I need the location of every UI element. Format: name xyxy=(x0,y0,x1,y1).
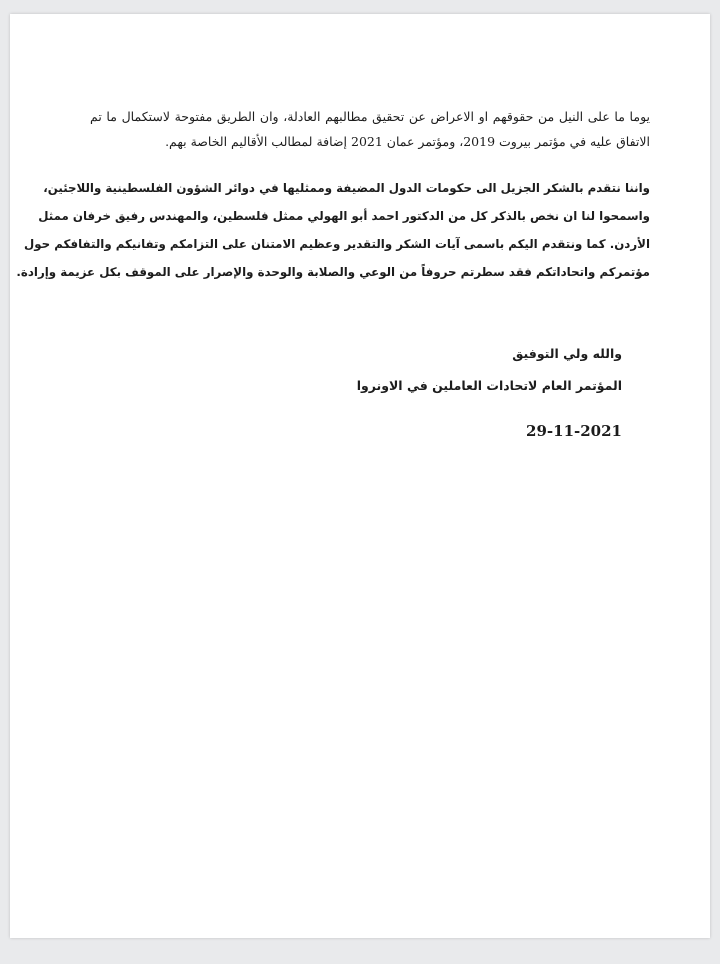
paragraph-1-line: الاتفاق عليه في مؤتمر بيروت 2019، ومؤتمر عمان 2021 إضافة لمطالب الأقاليم الخاصة بهم. xyxy=(165,134,650,149)
paragraph-2-line: واسمحوا لنا ان نخص بالذكر كل من الدكتور احمد أبو الهولي ممثل فلسطين، والمهندس رفيق خرفان ممثل xyxy=(38,209,650,223)
paragraph-2 xyxy=(16,174,650,286)
paragraph-2-line: الأردن. كما ونتقدم اليكم باسمى آيات الشكر والتقدير وعظيم الامتنان على التزامكم وتفانيكم والتفافكم حول xyxy=(24,237,650,251)
paragraph-2-line: واننا نتقدم بالشكر الجزيل الى حكومات الدول المضيفة وممثليها في دوائر الشؤون الفلسطينية واللاجئين، xyxy=(43,181,650,195)
document-page xyxy=(10,14,710,938)
closing-phrase: والله ولي التوفيق xyxy=(512,346,622,361)
signature-line: المؤتمر العام لاتحادات العاملين في الاونروا xyxy=(356,378,622,393)
document-date: 29-11-2021 xyxy=(526,422,622,440)
paragraph-2-line: مؤتمركم واتحاداتكم فقد سطرتم حروفاً من الوعي والصلابة والوحدة والإصرار على الموقف بكل عزيمة وإرادة. xyxy=(16,265,650,279)
paragraph-1 xyxy=(90,104,650,154)
paragraph-1-line: يوما ما على النيل من حقوقهم او الاعراض عن تحقيق مطالبهم العادلة، وان الطريق مفتوحة لاستكمال ما تم xyxy=(90,109,650,124)
